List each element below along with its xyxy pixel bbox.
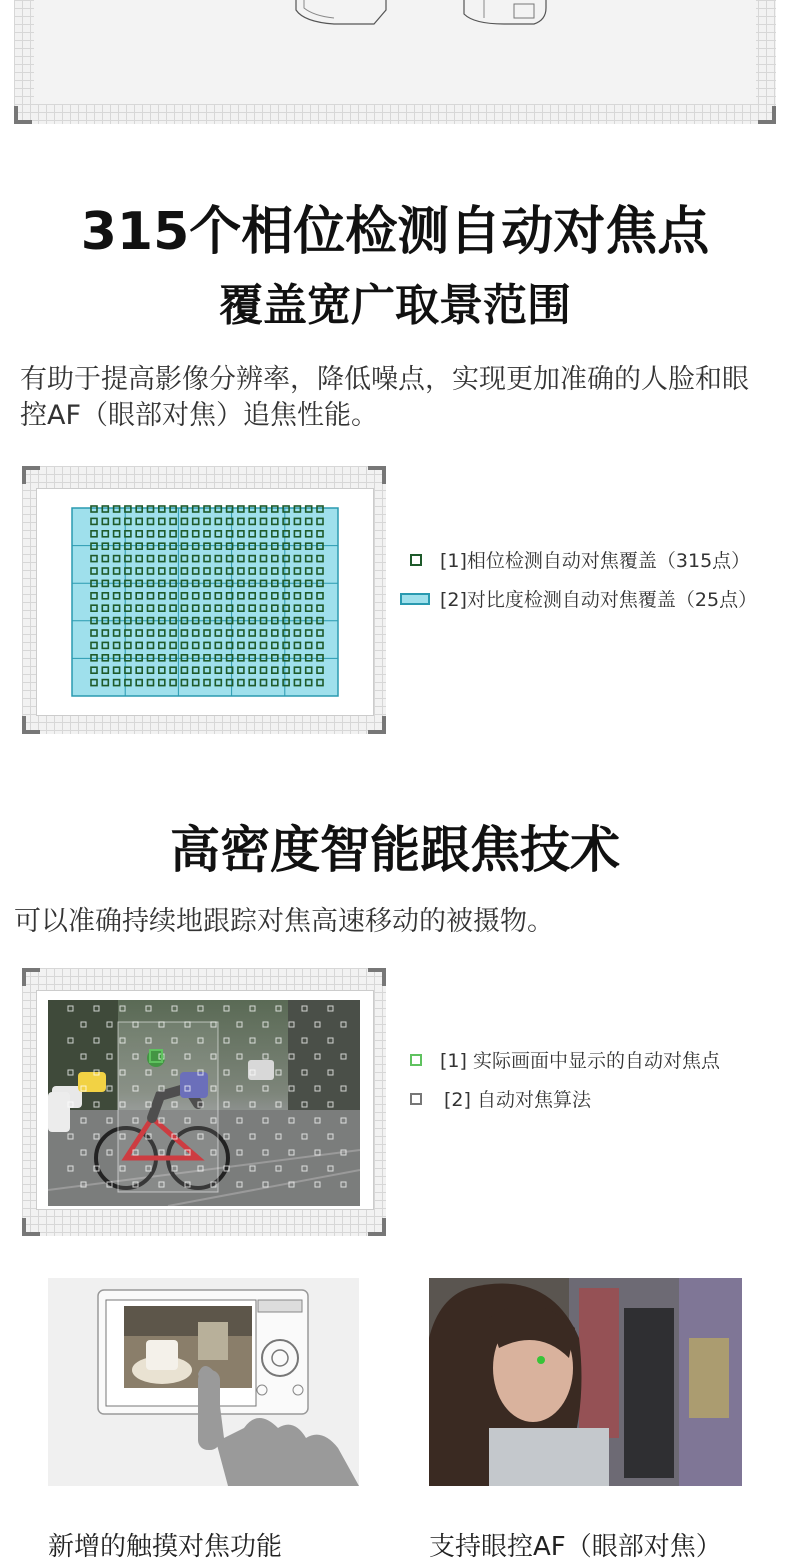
frame-corner [368,1218,386,1236]
tracking-legend [410,1046,720,1112]
camera-diagram-inner [34,0,756,104]
frame-corner [22,1218,40,1236]
frame-corner [368,716,386,734]
touch-focus-caption: 新增的触摸对焦功能 [48,1532,283,1562]
camera-outline-illustration [34,0,756,104]
legend-item-phase [400,546,757,573]
frame-corner [368,466,386,484]
af-section-description: 有助于提高影像分辨率，降低噪点，实现更加准确的人脸和眼控AF（眼部对焦）追焦性能。 [20,364,749,431]
displayed-af-swatch-icon [410,1054,422,1066]
af-coverage-diagram [22,466,386,734]
frame-corner [22,716,40,734]
camera-diagram-panel [14,0,776,124]
legend-label: [1]相位检测自动对焦覆盖（315点） [440,550,751,572]
camera-touch-illustration [48,1278,359,1486]
tracking-section-title: 高密度智能跟焦技术 [170,821,620,879]
frame-corner [368,968,386,986]
legend-item-contrast [400,585,757,612]
frame-corner [22,466,40,484]
cyclist-street-photo [48,1000,360,1206]
portrait-graffiti-photo [429,1278,742,1486]
af-legend [400,546,757,612]
frame-corner [758,106,776,124]
touch-focus-image [48,1278,359,1486]
legend-label: [1] 实际画面中显示的自动对焦点 [440,1050,720,1072]
af-section-title: 315个相位检测自动对焦点 [80,202,710,262]
frame-corner [14,106,32,124]
af-section-subtitle: 覆盖宽广取景范围 [219,280,571,331]
af-point-grid [22,466,386,734]
legend-label: [2] 自动对焦算法 [444,1089,591,1111]
legend-item-displayed-points [410,1046,720,1073]
phase-af-swatch-icon [410,554,422,566]
tracking-section-description: 可以准确持续地跟踪对焦高速移动的被摄物。 [14,906,554,937]
algorithm-swatch-icon [410,1093,422,1105]
legend-label: [2]对比度检测自动对焦覆盖（25点） [440,589,758,611]
eye-af-image [429,1278,742,1486]
eye-af-caption: 支持眼控AF（眼部对焦） [429,1532,722,1562]
tracking-diagram [22,968,386,1236]
contrast-af-swatch-icon [400,593,430,605]
frame-corner [22,968,40,986]
legend-item-algorithm [410,1085,720,1112]
